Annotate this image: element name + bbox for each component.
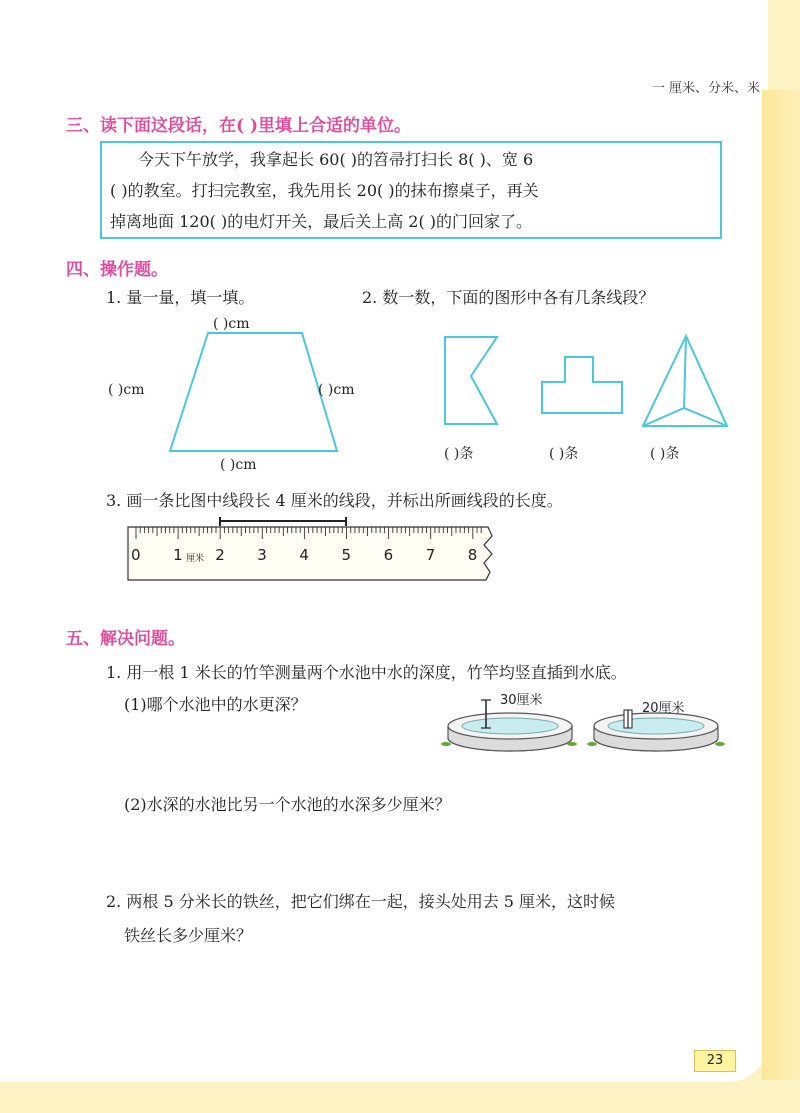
question-4-1: 1. 量一量，填一填。 [106,288,255,307]
ruler-number: 7 [425,546,436,564]
section-3-title: 三、读下面这段话，在( )里填上合适的单位。 [66,116,412,136]
ruler-unit-label: 厘米 [186,554,205,564]
ruler-number: 8 [467,546,478,564]
ruler-number: 3 [257,546,267,564]
count-label-3: ( )条 [650,446,680,462]
trapezoid-right-label: ( )cm [318,382,355,398]
chapter-header: 一 厘米、分米、米 [651,81,760,96]
passage-line-2: ( )的教室。打扫完教室，我先用长 20( )的抹布擦桌子，再关 [110,181,539,200]
question-4-2: 2. 数一数，下面的图形中各有几条线段？ [362,288,655,307]
trapezoid-left-label: ( )cm [108,382,145,398]
pool-2 [587,710,725,751]
count-label-2: ( )条 [549,446,579,462]
ruler-number: 0 [131,546,141,564]
section-5-title: 五、解决问题。 [66,629,185,649]
problem-5-1-b: (2)水深的水池比另一个水池的水深多少厘米？ [124,795,451,814]
count-label-1: ( )条 [444,446,474,462]
passage-line-3: 掉离地面 120( )的电灯开关，最后关上高 2( )的门回家了。 [110,212,533,231]
ruler-number: 6 [383,546,394,564]
question-4-3: 3. 画一条比图中线段长 4 厘米的线段，并标出所画线段的长度。 [106,491,563,510]
pool-1-label: 30厘米 [500,693,543,708]
ruler-number: 1 [173,546,183,564]
ruler-number: 4 [299,546,309,564]
passage-line-1: 今天下午放学，我拿起长 60( )的笤帚打扫长 8( )、宽 6 [138,150,534,169]
trapezoid-bottom-label: ( )cm [220,457,257,473]
problem-5-2-line-2: 铁丝长多少厘米？ [124,926,253,945]
pool-2-label: 20厘米 [642,701,685,716]
page-number: 23 [694,1050,736,1072]
trapezoid-top-label: ( )cm [213,316,250,332]
problem-5-1-a: (1)哪个水池中的水更深？ [124,695,307,714]
problem-5-1: 1. 用一根 1 米长的竹竿测量两个水池中水的深度，竹竿均竖直插到水底。 [106,663,627,682]
ruler-number: 5 [341,546,352,564]
ruler-number: 2 [215,546,225,564]
problem-5-2-line-1: 2. 两根 5 分米长的铁丝，把它们绑在一起，接头处用去 5 厘米，这时候 [106,892,616,911]
section-4-title: 四、操作题。 [66,260,168,280]
